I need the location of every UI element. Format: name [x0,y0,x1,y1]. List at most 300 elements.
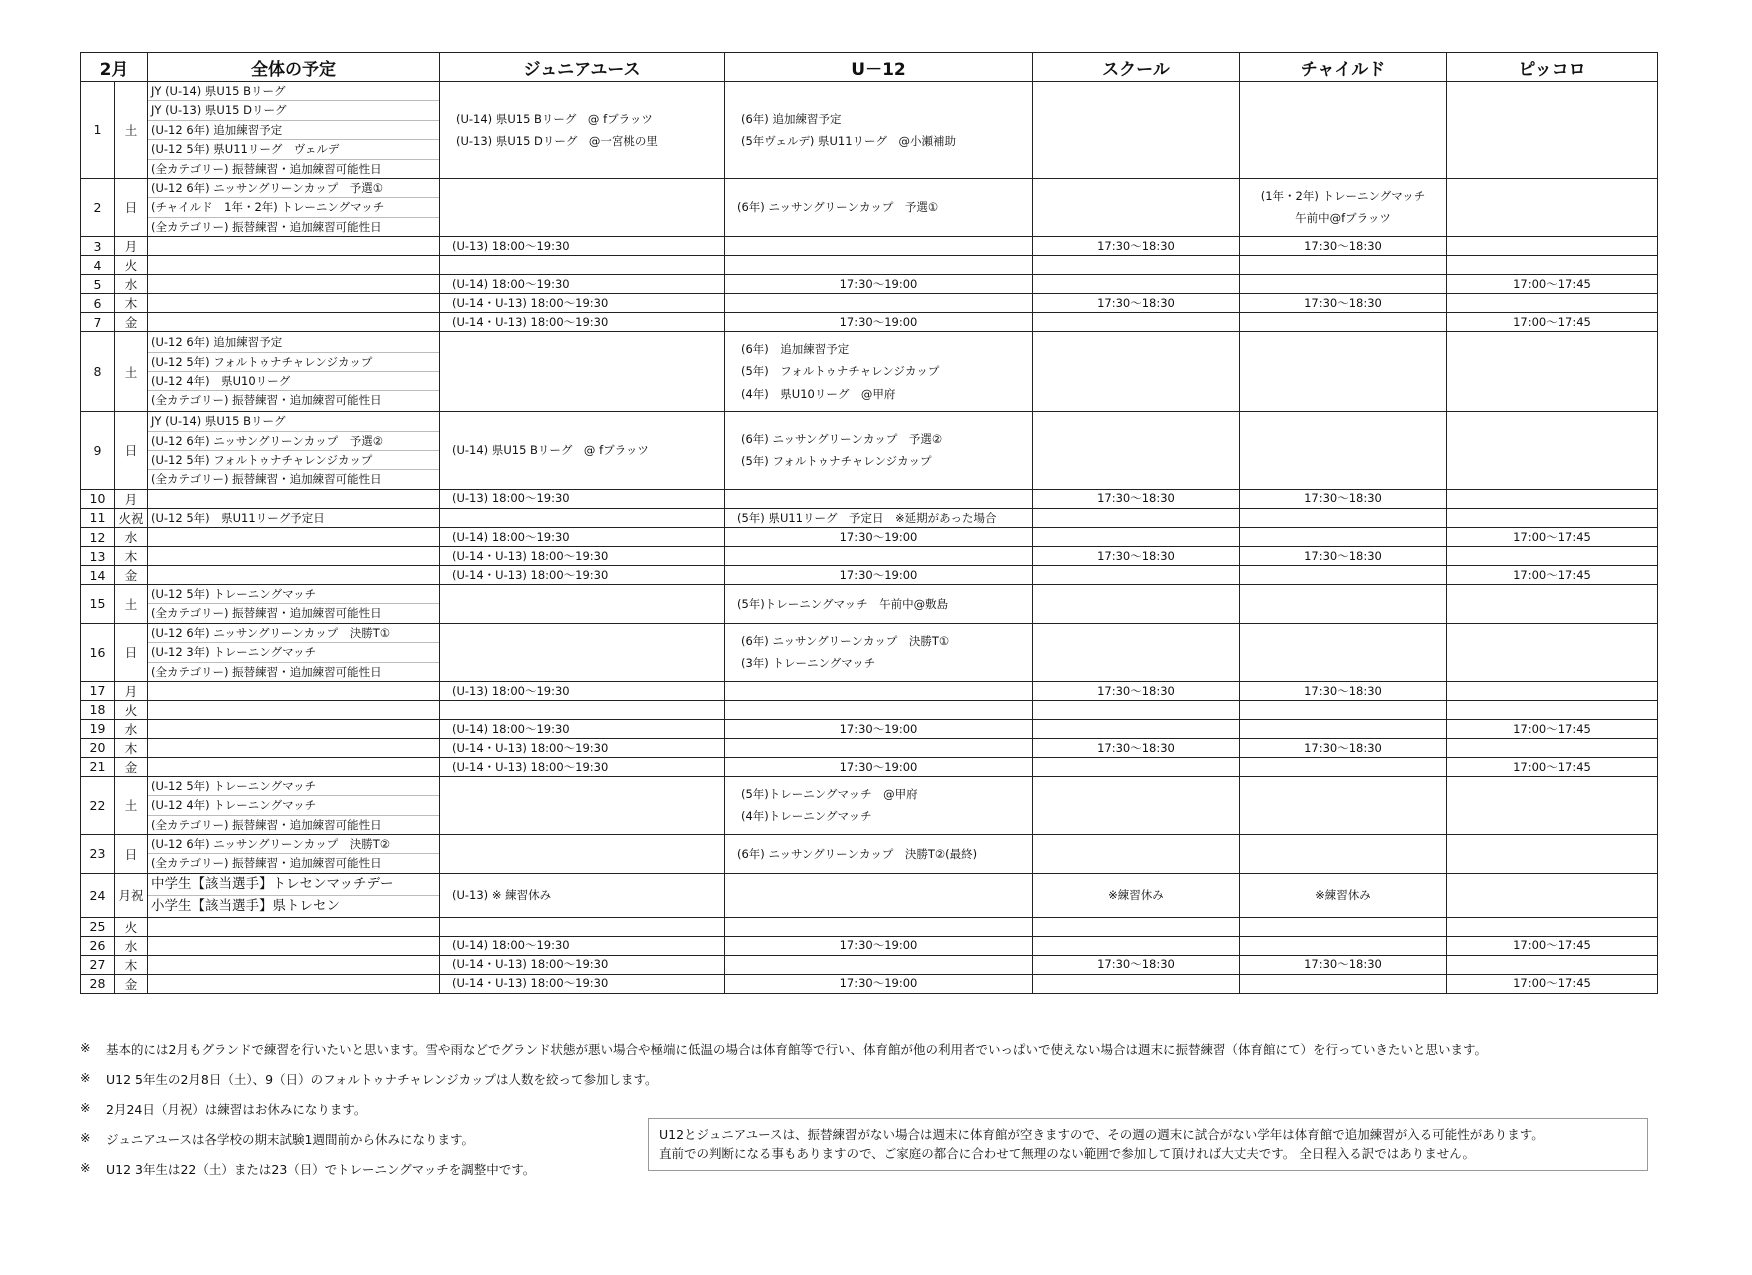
overall-cell [148,873,440,917]
overall-cell [148,719,440,738]
school-cell [1033,547,1240,566]
day-of-week: 木 [115,294,148,313]
u12-text: 17:30～19:00 [839,276,918,291]
u12-line: (5年) フォルトゥナチャレンジカップ [741,454,932,469]
day-number: 12 [81,528,115,547]
note-item [80,1040,1487,1058]
day-number: 25 [81,917,115,936]
school-cell [1033,757,1240,776]
school-text: 17:30～18:30 [1097,548,1175,563]
junior-youth-text: (U-14) 18:00～19:30 [452,721,570,736]
table-row [81,489,1658,508]
overall-cell [148,623,440,681]
overall-line: (全カテゴリー) 振替練習・追加練習可能性日 [151,606,382,621]
u12-text: (6年) ニッサングリーンカップ 決勝T②(最終) [737,846,978,861]
junior-youth-cell [440,917,725,936]
day-number: 18 [81,700,115,719]
u12-cell [725,313,1033,332]
junior-youth-text: (U-14・U-13) 18:00～19:30 [452,548,609,563]
overall-lines [148,82,439,178]
table-row [81,275,1658,294]
day-number: 21 [81,757,115,776]
school-cell [1033,873,1240,917]
junior-youth-text: (U-14・U-13) 18:00～19:30 [452,957,609,972]
day-number: 26 [81,936,115,955]
school-cell [1033,700,1240,719]
school-cell [1033,528,1240,547]
header-piccolo: ピッコロ [1447,53,1658,82]
junior-youth-cell [440,974,725,993]
u12-text: (6年) ニッサングリーンカップ 予選① [737,200,939,215]
overall-line: (U-12 5年) 県U11リーグ ヴェルデ [148,140,439,159]
overall-lines [148,509,439,527]
piccolo-cell [1447,776,1658,834]
note-mark: ※ [80,1100,91,1115]
school-cell [1033,256,1240,275]
junior-youth-cell [440,332,725,412]
overall-cell [148,585,440,624]
u12-cell [725,835,1033,874]
u12-cell [725,917,1033,936]
piccolo-cell [1447,974,1658,993]
table-row [81,585,1658,624]
child-cell [1240,256,1447,275]
child-text: 17:30～18:30 [1304,491,1382,506]
header-u12: U－12 [725,53,1033,82]
table-row [81,681,1658,700]
piccolo-cell [1447,835,1658,874]
child-cell [1240,776,1447,834]
u12-line: (6年) 追加練習予定 [741,342,850,356]
junior-youth-cell [440,313,725,332]
u12-cell [725,256,1033,275]
overall-line: (U-12 6年) 追加練習予定 [148,333,439,352]
day-number: 3 [81,237,115,256]
school-cell [1033,936,1240,955]
overall-cell [148,700,440,719]
day-number: 23 [81,835,115,874]
overall-line: (全カテゴリー) 振替練習・追加練習可能性日 [151,664,382,679]
junior-youth-cell [440,873,725,917]
piccolo-cell [1447,256,1658,275]
day-number: 1 [81,82,115,179]
overall-cell [148,237,440,256]
overall-line: (U-12 6年) ニッサングリーンカップ 予選② [148,432,439,451]
u12-lines [725,777,1032,834]
day-number: 19 [81,719,115,738]
day-of-week: 金 [115,757,148,776]
school-cell [1033,585,1240,624]
overall-cell [148,776,440,834]
overall-line: (U-12 4年) トレーニングマッチ [148,796,439,815]
day-number: 6 [81,294,115,313]
piccolo-cell [1447,623,1658,681]
day-of-week: 土 [115,82,148,179]
child-text: 17:30～18:30 [1304,683,1382,698]
table-row [81,294,1658,313]
school-cell [1033,313,1240,332]
table-row [81,256,1658,275]
overall-cell [148,528,440,547]
child-text: 17:30～18:30 [1304,548,1382,563]
table-row [81,332,1658,412]
u12-cell [725,738,1033,757]
day-of-week: 土 [115,776,148,834]
u12-line: (3年) トレーニングマッチ [741,656,876,671]
u12-lines [725,624,1032,681]
note-mark: ※ [80,1040,91,1055]
day-number: 28 [81,974,115,993]
child-cell [1240,332,1447,412]
overall-cell [148,835,440,874]
u12-line: (6年) ニッサングリーンカップ 予選② [741,432,943,446]
overall-line: (U-12 5年) 県U11リーグ予定日 [151,510,325,525]
day-of-week: 火 [115,917,148,936]
child-cell [1240,700,1447,719]
u12-text: (5年) 県U11リーグ 予定日 ※延期があった場合 [737,510,997,525]
child-cell [1240,757,1447,776]
u12-cell [725,936,1033,955]
table-row [81,313,1658,332]
piccolo-cell [1447,681,1658,700]
child-cell [1240,294,1447,313]
overall-cell [148,412,440,490]
piccolo-text: 17:00～17:45 [1513,721,1591,736]
piccolo-cell [1447,700,1658,719]
u12-line: (6年) ニッサングリーンカップ 決勝T① [741,633,950,648]
child-cell [1240,835,1447,874]
table-row [81,873,1658,917]
piccolo-cell [1447,917,1658,936]
overall-lines [148,624,439,681]
u12-text: 17:30～19:00 [839,976,918,991]
junior-youth-cell [440,412,725,490]
overall-cell [148,917,440,936]
piccolo-cell [1447,738,1658,757]
overall-line: (U-12 4年) 県U10リーグ [148,372,439,391]
u12-cell [725,974,1033,993]
piccolo-text: 17:00～17:45 [1513,567,1591,582]
table-row [81,178,1658,236]
day-of-week: 月 [115,489,148,508]
junior-youth-cell [440,776,725,834]
table-row [81,412,1658,490]
overall-line: (U-12 6年) ニッサングリーンカップ 決勝T① [148,624,439,643]
junior-youth-line: (U-14) 県U15 Bリーグ @ fブラッツ [456,111,653,126]
day-of-week: 木 [115,547,148,566]
overall-line: 中学生【該当選手】トレセンマッチデー [148,874,439,896]
day-number: 4 [81,256,115,275]
child-text: 17:30～18:30 [1304,957,1382,972]
piccolo-cell [1447,566,1658,585]
overall-cell [148,489,440,508]
header-overall: 全体の予定 [148,53,440,82]
overall-line: JY (U-13) 県U15 Dリーグ [148,101,439,120]
junior-youth-cell [440,700,725,719]
school-cell [1033,489,1240,508]
piccolo-text: 17:00～17:45 [1513,314,1591,329]
u12-cell [725,955,1033,974]
day-of-week: 木 [115,955,148,974]
overall-line: (全カテゴリー) 振替練習・追加練習可能性日 [151,472,382,487]
junior-youth-cell [440,256,725,275]
piccolo-cell [1447,332,1658,412]
day-of-week: 木 [115,738,148,757]
day-of-week: 日 [115,412,148,490]
table-row [81,623,1658,681]
u12-lines [725,332,1032,411]
overall-cell [148,275,440,294]
junior-youth-cell [440,547,725,566]
piccolo-cell [1447,719,1658,738]
overall-line: JY (U-14) 県U15 Bリーグ [148,412,439,431]
day-of-week: 土 [115,332,148,412]
school-text: 17:30～18:30 [1097,683,1175,698]
child-text: 17:30～18:30 [1304,238,1382,253]
junior-youth-cell [440,623,725,681]
overall-cell [148,313,440,332]
junior-youth-cell [440,681,725,700]
piccolo-text: 17:00～17:45 [1513,276,1591,291]
child-cell [1240,489,1447,508]
table-row [81,776,1658,834]
school-cell [1033,294,1240,313]
u12-cell [725,412,1033,490]
junior-youth-text: (U-14) 18:00～19:30 [452,276,570,291]
day-number: 11 [81,508,115,527]
child-cell [1240,528,1447,547]
u12-cell [725,528,1033,547]
day-of-week: 水 [115,936,148,955]
child-cell [1240,237,1447,256]
u12-text: 17:30～19:00 [839,938,918,953]
overall-line: (全カテゴリー) 振替練習・追加練習可能性日 [151,219,382,234]
piccolo-cell [1447,873,1658,917]
overall-line: (U-12 5年) フォルトゥナチャレンジカップ [148,451,439,470]
piccolo-cell [1447,275,1658,294]
day-of-week: 月祝 [115,873,148,917]
header-month: 2月 [81,53,148,82]
overall-lines [148,585,439,623]
child-cell [1240,623,1447,681]
child-lines [1240,179,1446,236]
u12-cell [725,776,1033,834]
school-text: 17:30～18:30 [1097,740,1175,755]
school-cell [1033,738,1240,757]
overall-cell [148,332,440,412]
school-text: 17:30～18:30 [1097,238,1175,253]
overall-cell [148,256,440,275]
day-of-week: 日 [115,178,148,236]
table-row [81,719,1658,738]
child-line: (1年・2年) トレーニングマッチ [1260,189,1426,204]
overall-line: (全カテゴリー) 振替練習・追加練習可能性日 [151,856,382,871]
day-number: 14 [81,566,115,585]
overall-lines [148,412,439,489]
child-cell [1240,719,1447,738]
day-number: 20 [81,738,115,757]
u12-cell [725,275,1033,294]
piccolo-text: 17:00～17:45 [1513,529,1591,544]
table-row [81,936,1658,955]
day-of-week: 金 [115,313,148,332]
note-text: 2月24日（月祝）は練習はお休みになります。 [106,1102,367,1117]
day-of-week: 水 [115,719,148,738]
piccolo-cell [1447,585,1658,624]
piccolo-cell [1447,757,1658,776]
school-cell [1033,974,1240,993]
note-text: ジュニアユースは各学校の期末試験1週間前から休みになります。 [106,1132,474,1147]
child-cell [1240,974,1447,993]
overall-cell [148,757,440,776]
overall-lines [148,179,439,236]
child-cell [1240,585,1447,624]
piccolo-text: 17:00～17:45 [1513,759,1591,774]
day-number: 13 [81,547,115,566]
junior-youth-cell [440,294,725,313]
day-number: 10 [81,489,115,508]
u12-cell [725,719,1033,738]
piccolo-cell [1447,313,1658,332]
junior-youth-cell [440,835,725,874]
school-text: 17:30～18:30 [1097,491,1175,506]
child-cell [1240,178,1447,236]
piccolo-text: 17:00～17:45 [1513,938,1591,953]
u12-line: (4年) 県U10リーグ @甲府 [741,386,896,401]
piccolo-cell [1447,294,1658,313]
child-line: 午前中@fブラッツ [1295,211,1391,226]
note-text: 基本的には2月もグランドで練習を行いたいと思います。雪や雨などでグランド状態が悪い場合や極端に低温の場合は体育館等で行い、体育館が他の利用者でいっぱいで使えない場合は週末に振替練習（体育館にて）を行っていきたいと思います。 [106,1042,1487,1057]
overall-cell [148,82,440,179]
junior-youth-cell [440,566,725,585]
junior-youth-cell [440,585,725,624]
school-cell [1033,178,1240,236]
child-cell [1240,82,1447,179]
overall-line: (チャイルド 1年・2年) トレーニングマッチ [148,198,439,217]
junior-youth-cell [440,508,725,527]
overall-lines [148,874,439,917]
overall-line: (全カテゴリー) 振替練習・追加練習可能性日 [151,817,382,832]
school-cell [1033,955,1240,974]
child-cell [1240,313,1447,332]
header-child: チャイルド [1240,53,1447,82]
day-of-week: 月 [115,681,148,700]
table-row [81,835,1658,874]
u12-cell [725,566,1033,585]
overall-line: (U-12 5年) トレーニングマッチ [148,777,439,796]
day-number: 15 [81,585,115,624]
piccolo-text: 17:00～17:45 [1513,976,1591,991]
junior-youth-text: (U-13) 18:00～19:30 [452,491,570,506]
child-text: ※練習休み [1315,887,1371,902]
day-of-week: 土 [115,585,148,624]
table-row [81,700,1658,719]
header-school: スクール [1033,53,1240,82]
junior-youth-text: (U-14・U-13) 18:00～19:30 [452,295,609,310]
day-of-week: 金 [115,566,148,585]
notice-line: 直前での判断になる事もありますので、ご家庭の都合に合わせて無理のない範囲で参加して頂ければ大丈夫です。 全日程入る訳ではありません。 [659,1146,1475,1162]
junior-youth-cell [440,237,725,256]
u12-line: (5年)トレーニングマッチ @甲府 [741,787,918,802]
overall-cell [148,178,440,236]
day-of-week: 火 [115,700,148,719]
junior-youth-cell [440,757,725,776]
u12-text: (5年)トレーニングマッチ 午前中@敷島 [737,596,949,611]
junior-youth-cell [440,955,725,974]
u12-cell [725,700,1033,719]
u12-cell [725,178,1033,236]
overall-line: (全カテゴリー) 振替練習・追加練習可能性日 [151,393,382,408]
junior-youth-text: (U-14) 18:00～19:30 [452,938,570,953]
overall-cell [148,547,440,566]
table-row [81,508,1658,527]
u12-cell [725,547,1033,566]
child-cell [1240,508,1447,527]
school-cell [1033,566,1240,585]
day-number: 5 [81,275,115,294]
u12-cell [725,82,1033,179]
table-row [81,528,1658,547]
note-mark: ※ [80,1160,91,1175]
overall-cell [148,738,440,757]
school-cell [1033,82,1240,179]
note-item [80,1100,1487,1118]
junior-youth-text: (U-13) 18:00～19:30 [452,683,570,698]
overall-line: (U-12 6年) 追加練習予定 [148,121,439,140]
u12-cell [725,294,1033,313]
notice-line: U12とジュニアユースは、振替練習がない場合は週末に体育館が空きますので、その週の週末に試合がない学年は体育館で追加練習が入る可能性があります。 [659,1127,1544,1142]
u12-line: (5年) フォルトゥナチャレンジカップ [741,364,940,379]
junior-youth-text: (U-14・U-13) 18:00～19:30 [452,740,609,755]
child-cell [1240,917,1447,936]
child-cell [1240,566,1447,585]
junior-youth-lines [440,102,724,159]
u12-text: 17:30～19:00 [839,314,918,329]
table-row [81,738,1658,757]
overall-line: (U-12 6年) ニッサングリーンカップ 予選① [148,179,439,198]
day-number: 7 [81,313,115,332]
header-junior-youth: ジュニアユース [440,53,725,82]
school-cell [1033,623,1240,681]
piccolo-cell [1447,936,1658,955]
overall-line: (全カテゴリー) 振替練習・追加練習可能性日 [151,161,382,176]
overall-cell [148,294,440,313]
child-text: 17:30～18:30 [1304,740,1382,755]
school-text: ※練習休み [1108,887,1164,902]
piccolo-cell [1447,82,1658,179]
note-text: U12 3年生は22（土）または23（日）でトレーニングマッチを調整中です。 [106,1162,536,1177]
day-of-week: 日 [115,623,148,681]
day-number: 8 [81,332,115,412]
piccolo-cell [1447,237,1658,256]
child-cell [1240,275,1447,294]
junior-youth-cell [440,275,725,294]
school-text: 17:30～18:30 [1097,295,1175,310]
overall-cell [148,508,440,527]
day-of-week: 火祝 [115,508,148,527]
child-cell [1240,738,1447,757]
day-number: 16 [81,623,115,681]
schedule-table [80,52,1658,994]
note-mark: ※ [80,1130,91,1145]
u12-line: (4年)トレーニングマッチ [741,809,872,824]
overall-lines [148,777,439,834]
u12-text: 17:30～19:00 [839,759,918,774]
junior-youth-text: (U-13) 18:00～19:30 [452,238,570,253]
junior-youth-line: (U-13) 県U15 Dリーグ @一宮桃の里 [456,133,658,148]
junior-youth-text: (U-14・U-13) 18:00～19:30 [452,567,609,582]
junior-youth-cell [440,489,725,508]
